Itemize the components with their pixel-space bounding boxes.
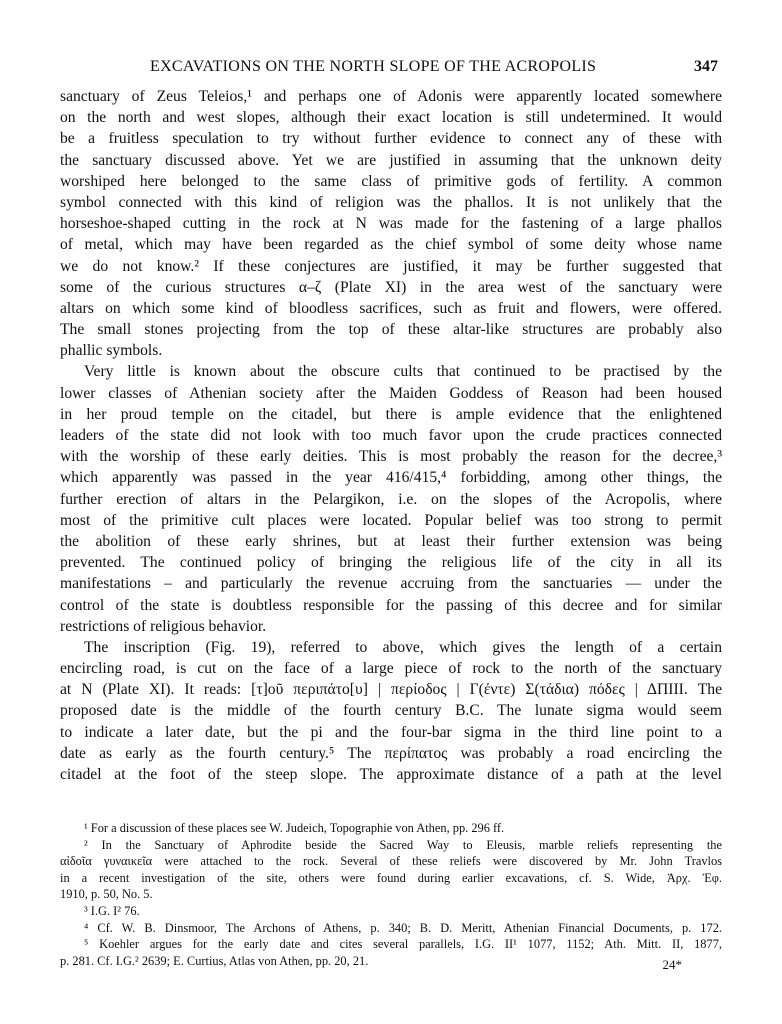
footnotes	[60, 820, 722, 969]
footnote-line: 1910, p. 50, No. 5.	[60, 887, 153, 902]
running-head: EXCAVATIONS ON THE NORTH SLOPE OF THE ACROPOLIS	[150, 58, 597, 75]
body-text	[60, 86, 722, 785]
page-header	[60, 58, 722, 80]
text-line: manifestations – and particularly the revenue accruing from the sanctuaries — under the	[60, 575, 722, 593]
page-number: 347	[694, 58, 718, 75]
text-line: symbol connected with this kind of religion was the phallos. It is not unlikely that the	[60, 193, 722, 211]
text-line: be a fruitless speculation to try without further evidence to connect any of these with	[60, 130, 722, 148]
text-line: The inscription (Fig. 19), referred to above, which gives the length of a certain	[84, 638, 722, 656]
text-line: which apparently was passed in the year 416/415,⁴ forbidding, among other things, the	[60, 469, 722, 487]
text-line: control of the state is doubtless responsible for the passing of this decree and for similar	[60, 596, 722, 614]
footnote-line: in a recent investigation of the site, others were found during earlier excavations, cf. S. Wide, Ἀρχ. Ἐφ.	[60, 870, 722, 885]
text-line: The small stones projecting from the top of these altar-like structures are probably also	[60, 321, 722, 339]
text-line: proposed date is the middle of the fourth century B.C. The lunate sigma would seem	[60, 702, 722, 720]
text-line: sanctuary of Zeus Teleios,¹ and perhaps one of Adonis were apparently located somewhere	[60, 88, 722, 105]
printer-signature: 24*	[662, 957, 682, 972]
text-line: the abolition of these early shrines, but at least their further extension was being	[60, 532, 722, 550]
text-line: in her proud temple on the citadel, but there is ample evidence that the enlightened	[60, 405, 722, 423]
text-line: some of the curious structures α–ζ (Plate XI) in the area west of the sanctuary were	[60, 278, 722, 296]
footnote-line: p. 281. Cf. I.G.² 2639; E. Curtius, Atlas von Athen, pp. 20, 21.	[60, 953, 369, 968]
text-line: further erection of altars in the Pelargikon, i.e. on the slopes of the Acropolis, where	[60, 490, 722, 508]
footnote-line: αἰδοῖα γυναικεῖα were attached to the rock. Several of these reliefs were discovered by Mr. John Travlos	[60, 854, 722, 869]
text-line: with the worship of these early deities. This is most probably the reason for the decree,³	[60, 448, 722, 466]
text-line: lower classes of Athenian society after the Maiden Goddess of Reason had been housed	[60, 384, 722, 402]
footnote-line: ³ I.G. I² 76.	[84, 903, 140, 918]
text-line: on the north and west slopes, although their exact location is still undetermined. It would	[60, 109, 722, 127]
footnote-line: ⁵ Koehler argues for the early date and cites several parallels, I.G. II¹ 1077, 1152; Ath. Mitt. II, 1877,	[84, 937, 722, 952]
text-line: encircling road, is cut on the face of a large piece of rock to the north of the sanctuary	[60, 660, 722, 678]
text-line: worshiped here belonged to the same class of primitive gods of fertility. A common	[60, 172, 722, 190]
text-line: prevented. The continued policy of bringing the religious life of the city in all its	[60, 554, 722, 572]
text-line: leaders of the state did not look with too much favor upon the crude practices connected	[60, 427, 722, 444]
text-line: to indicate a later date, but the pi and the four-bar sigma in the third line point to a	[60, 723, 722, 741]
footnote-line: ¹ For a discussion of these places see W. Judeich, Topographie von Athen, pp. 296 ff.	[84, 821, 505, 835]
text-line: we do not know.² If these conjectures are justified, it may be further suggested that	[60, 257, 722, 275]
text-line: altars on which some kind of bloodless sacrifices, such as fruit and flowers, were offered.	[60, 299, 722, 317]
text-line: citadel at the foot of the steep slope. The approximate distance of a path at the level	[60, 766, 722, 783]
text-line: horseshoe-shaped cutting in the rock at N was made for the fastening of a large phallos	[60, 215, 722, 233]
text-line: the sanctuary discussed above. Yet we are justified in assuming that the unknown deity	[60, 151, 722, 169]
text-line: restrictions of religious behavior.	[60, 617, 267, 635]
text-line: of metal, which may have been regarded as the chief symbol of some deity whose name	[60, 236, 722, 254]
footnote-line: ² In the Sanctuary of Aphrodite beside the Sacred Way to Eleusis, marble reliefs representing the	[84, 837, 722, 852]
text-line: Very little is known about the obscure cults that continued to be practised by the	[84, 363, 722, 381]
footnote-line: ⁴ Cf. W. B. Dinsmoor, The Archons of Athens, p. 340; B. D. Meritt, Athenian Financial Documents, p. 172.	[84, 920, 722, 935]
text-line: most of the primitive cult places were located. Popular belief was too strong to permit	[60, 511, 722, 529]
text-line: date as early as the fourth century.⁵ The περίπατος was probably a road encircling the	[60, 744, 722, 762]
text-line: phallic symbols.	[60, 342, 163, 360]
text-line: at N (Plate XI). It reads: [τ]οῦ περιπάτο[υ] | περίοδος | Γ(έντε) Σ(τάδια) πόδες | ΔΠΙΙΙ. The	[60, 681, 722, 699]
